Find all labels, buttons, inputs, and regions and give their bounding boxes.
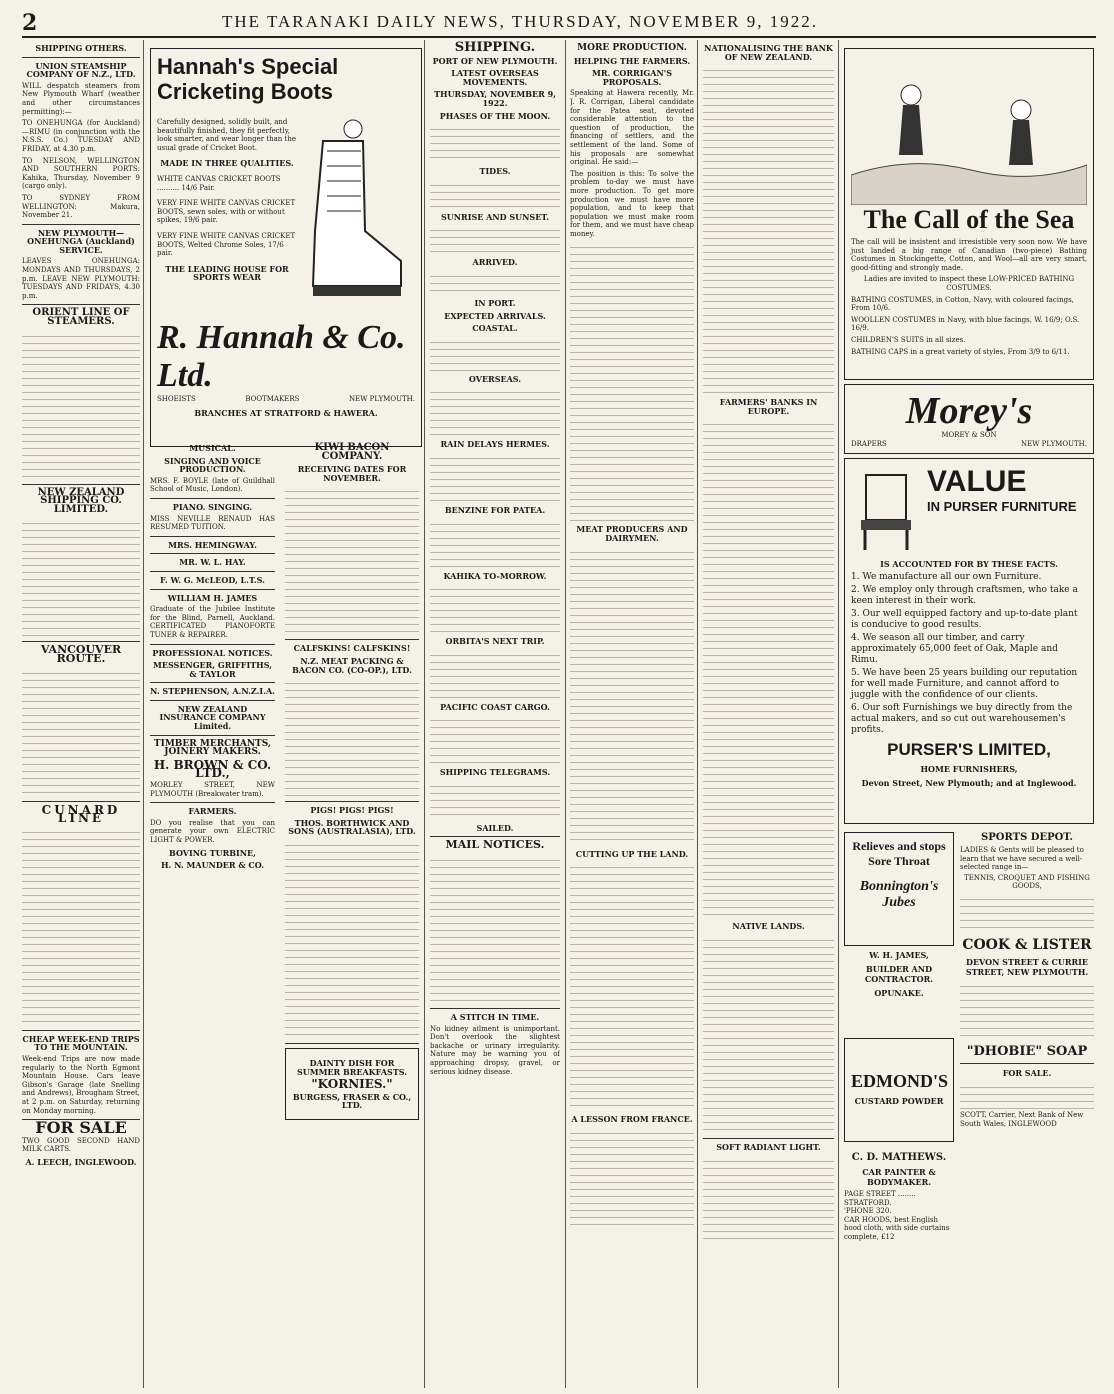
text-block	[570, 861, 694, 1111]
ad-title: VALUE	[927, 465, 1027, 498]
ad-text: DO you realise that you can generate your own ELECTRIC LIGHT & POWER.	[150, 818, 275, 844]
more-production-column	[570, 40, 694, 1390]
text-block	[430, 649, 560, 699]
ad-title: Bonnington's Jubes	[859, 879, 939, 910]
subheading: PACIFIC COAST CARGO.	[440, 701, 550, 712]
ad-heading: N.Z. MEAT PACKING & BACON CO. (CO-OP.), LTD.	[292, 655, 412, 675]
text-block	[703, 418, 834, 918]
section-heading: MAIL NOTICES.	[445, 838, 545, 852]
subheading: PHASES OF THE MOON.	[439, 110, 551, 121]
ad-subheading: MADE IN THREE QUALITIES.	[160, 158, 294, 169]
schedule-table	[22, 517, 140, 637]
text-block	[703, 64, 834, 394]
text-block	[430, 123, 560, 163]
text-block	[430, 386, 560, 436]
article-subheading: MEAT PRODUCERS AND DAIRYMEN.	[576, 524, 688, 544]
brand-sub: MOREY & SON	[941, 431, 997, 439]
ad-text: CAR HOODS, best English hood cloth, with side curtains complete, £12	[844, 1215, 950, 1241]
subheading: SAILED.	[476, 822, 514, 833]
ad-text: VERY FINE WHITE CANVAS CRICKET BOOTS, sewn soles, with or without spikes, 19/6 pair.	[157, 199, 296, 225]
ad-heading: FARMERS.	[188, 806, 237, 817]
hannah-ad	[150, 48, 422, 447]
ad-subheading: THE LEADING HOUSE FOR SPORTS WEAR	[165, 263, 289, 283]
schedule-table	[285, 485, 419, 635]
ad-heading: SPORTS DEPOT.	[981, 832, 1073, 843]
ad-heading: VANCOUVER ROUTE.	[40, 643, 122, 665]
subheading: SUNRISE AND SUNSET.	[440, 211, 549, 222]
article-subheading: CUTTING UP THE LAND.	[575, 848, 689, 859]
text-block	[960, 893, 1094, 933]
subheading: COASTAL.	[472, 323, 518, 334]
text-block	[703, 934, 834, 1134]
schedule-table	[285, 839, 419, 1039]
article-subheading: SOFT RADIANT LIGHT.	[716, 1141, 821, 1152]
ad-heading: KIWI BACON COMPANY.	[314, 442, 390, 462]
fact-item: 4. We season all our timber, and carry approximately 65,000 feet of Oak, Maple and Rimu.	[851, 633, 1058, 665]
article-subheading: A LESSON FROM FRANCE.	[571, 1114, 693, 1125]
article-subheading: MR. CORRIGAN'S PROPOSALS.	[591, 68, 673, 87]
ad-text: NEW PLYMOUTH.	[1021, 439, 1087, 448]
ad-text: BATHING CAPS in a great variety of styles, From 3/9 to 6/11.	[851, 347, 1070, 356]
furniture-illustration	[851, 465, 921, 555]
jubes-ad	[844, 832, 954, 946]
ad-text: CHILDREN'S SUITS in all sizes.	[851, 335, 966, 344]
article-text: The position is this: To solve the problem to-day we must have more production. To get more production we must have more population, and to keep that population we must make room for them, and we must have cheap money.	[570, 169, 694, 238]
fact-item: 5. We have been 25 years building our reputation for well made Furniture, and cannot afford to juggle with the confidence of our clients.	[851, 668, 1078, 700]
ad-text: 'PHONE 320.	[844, 1207, 892, 1216]
ad-heading: MESSENGER, GRIFFITHS, & TAYLOR	[152, 660, 272, 679]
ads-column	[844, 44, 1094, 1388]
subheading: THURSDAY, NOVEMBER 9, 1922.	[434, 89, 556, 108]
ad-title: Relieves and stops Sore Throat	[852, 839, 946, 868]
subheading: ARRIVED.	[472, 257, 518, 268]
ad-text: WHITE CANVAS CRICKET BOOTS .......... 14/6 Pair.	[157, 174, 281, 192]
kornies-ad	[285, 1048, 419, 1120]
section-heading: PROFESSIONAL NOTICES.	[152, 647, 273, 658]
ad-text: VERY FINE WHITE CANVAS CRICKET BOOTS, Welted Chrome Soles, 17/6 pair.	[157, 231, 296, 258]
ad-text: HOME FURNISHERS,	[920, 764, 1018, 774]
ad-text: WILL despatch steamers from New Plymouth Wharf (weather and other circumstances permitting):—	[22, 81, 140, 116]
ad-subheading: RECEIVING DATES FOR NOVEMBER.	[297, 464, 407, 483]
subheading: OVERSEAS.	[468, 373, 522, 384]
shipping-column	[430, 40, 560, 1390]
column-rule	[565, 40, 566, 1388]
text-block	[570, 1127, 694, 1227]
ad-title: EDMOND'S	[851, 1071, 949, 1091]
fact-item: 2. We employ only through craftsmen, who take a keen interest in their work.	[851, 585, 1078, 606]
text-block	[430, 714, 560, 764]
text-block	[570, 241, 694, 521]
boot-illustration	[303, 111, 415, 315]
shipping-others-column	[22, 40, 140, 1390]
ad-heading: BUILDER AND CONTRACTOR.	[864, 964, 934, 984]
ad-text: TENNIS, CROQUET AND FISHING GOODS,	[964, 873, 1090, 891]
ad-title: The Call of the Sea	[863, 205, 1075, 234]
ad-heading: F. W. G. McLEOD, L.T.S.	[160, 574, 265, 585]
ad-heading: CAR PAINTER & BODYMAKER.	[862, 1167, 936, 1187]
subheading: ORBITA'S NEXT TRIP.	[445, 636, 545, 647]
bathers-illustration	[851, 55, 1087, 205]
ad-heading: FOR SALE.	[1002, 1067, 1052, 1078]
article-subheading: NATIVE LANDS.	[732, 921, 805, 932]
left-small-ads	[844, 828, 954, 1242]
ad-heading: FOR SALE	[35, 1118, 127, 1138]
ad-text: Ladies are invited to inspect these LOW-PRICED BATHING COSTUMES.	[863, 275, 1075, 292]
ad-text: TO NELSON, WELLINGTON AND SOUTHERN PORTS: Kahika, Thursday, November 9 (cargo only).	[22, 156, 140, 191]
schedule-table	[22, 330, 140, 480]
column-rule	[838, 40, 839, 1388]
ad-text: LADIES & Gents will be pleased to learn that we have secured a well-selected range in—	[960, 846, 1084, 872]
subheading: SHIPPING TELEGRAMS.	[439, 767, 551, 778]
subheading: EXPECTED ARRIVALS.	[444, 310, 546, 321]
ad-heading: H. BROWN & CO. LTD.,	[153, 757, 272, 781]
text-block	[570, 546, 694, 846]
ad-text: DRAPERS	[851, 439, 887, 448]
bacon-column	[285, 440, 419, 1390]
text-block	[430, 452, 560, 502]
text-block	[430, 336, 560, 371]
ad-heading: PIANO. SINGING.	[172, 501, 253, 512]
ad-text: PAGE STREET ........ STRATFORD.	[844, 1190, 916, 1207]
subheading: RAIN DELAYS HERMES.	[440, 439, 550, 450]
ad-heading: CHEAP WEEK-END TRIPS TO THE MOUNTAIN.	[22, 1033, 140, 1053]
ad-heading: ORIENT LINE OF STEAMERS.	[32, 307, 130, 328]
ad-heading: W. H. JAMES,	[869, 950, 929, 960]
ad-title: PURSER'S LIMITED,	[887, 740, 1051, 759]
ad-heading: TIMBER MERCHANTS, JOINERY MAKERS.	[153, 738, 272, 758]
page-number: 2	[22, 10, 38, 36]
right-small-ads	[960, 828, 1094, 1242]
brand-name: Morey's	[905, 390, 1033, 432]
subheading: LATEST OVERSEAS MOVEMENTS.	[451, 68, 539, 87]
call-of-the-sea-ad	[844, 48, 1094, 380]
ad-title: Cricketing Boots	[157, 79, 334, 104]
ad-heading: CUNARD LINE	[41, 802, 121, 826]
ad-text: MISS NEVILLE RENAUD HAS RESUMED TUITION.	[150, 514, 275, 532]
section-heading: SHIPPING OTHERS.	[35, 43, 127, 53]
ad-text: DEVON STREET & CURRIE STREET, NEW PLYMOUTH.	[965, 956, 1089, 977]
ad-title: Hannah's Special	[157, 54, 339, 79]
text-block	[430, 518, 560, 568]
ad-text: TWO GOOD SECOND HAND MILK CARTS.	[22, 1136, 140, 1154]
subheading: BENZINE FOR PATEA.	[444, 504, 546, 515]
schedule-table	[285, 677, 419, 797]
newspaper-title: THE TARANAKI DAILY NEWS, THURSDAY, NOVEMBER 9, 1922.	[222, 12, 818, 31]
ad-heading: NEW PLYMOUTH—ONEHUNGA (Auckland) SERVICE.	[27, 227, 135, 255]
ad-heading: NEW ZEALAND INSURANCE COMPANY Limited.	[159, 703, 266, 732]
text-block	[430, 270, 560, 295]
ad-heading: DAINTY DISH FOR SUMMER BREAKFASTS.	[296, 1057, 408, 1077]
ad-signature: H. N. MAUNDER & CO.	[161, 860, 264, 871]
ad-text: SHOEISTS	[157, 395, 196, 403]
ad-heading: C. D. MATHEWS.	[851, 1152, 947, 1163]
text-block	[960, 980, 1094, 1040]
text-block	[430, 583, 560, 633]
ad-heading: NEW ZEALAND SHIPPING CO. LIMITED.	[37, 486, 125, 515]
nationalising-column	[703, 40, 834, 1390]
ad-text: BATHING COSTUMES, in Cotton, Navy, with coloured facings, From 10/6.	[851, 295, 1074, 313]
ad-text: BOOTMAKERS	[245, 395, 300, 403]
article-heading: MORE PRODUCTION.	[577, 43, 687, 53]
ad-text: WOOLLEN COSTUMES in Navy, with blue facings, W. 16/9; O.S. 16/9.	[851, 315, 1080, 333]
column-rule	[143, 40, 144, 1388]
column-rule	[697, 40, 698, 1388]
fact-item: 6. Our soft Furnishings we buy directly from the actual makers, and so cut out warehousemen's profits.	[851, 703, 1073, 735]
ad-heading: THOS. BORTHWICK AND SONS (AUSTRALASIA), LTD.	[288, 817, 416, 837]
ad-heading: SINGING AND VOICE PRODUCTION.	[164, 455, 261, 475]
text-block	[430, 780, 560, 820]
ad-text: LEAVES ONEHUNGA: MONDAYS AND THURSDAYS, 2 p.m. LEAVE NEW PLYMOUTH: TUESDAYS AND FRIDAYS, 4.30 p.m.	[22, 257, 140, 300]
subheading: KAHIKA TO-MORROW.	[443, 570, 547, 581]
ad-signature: SCOTT, Carrier, Next Bank of New South Wales, INGLEWOOD	[960, 1110, 1084, 1128]
ad-subheading: IS ACCOUNTED FOR BY THESE FACTS.	[880, 559, 1058, 569]
text-block	[960, 1081, 1094, 1111]
ad-heading: WILLIAM H. JAMES	[167, 592, 258, 603]
article-subheading: HELPING THE FARMERS.	[573, 55, 691, 66]
section-heading: MUSICAL.	[189, 443, 236, 453]
ad-text: MORLEY STREET, NEW PLYMOUTH (Breakwater tram).	[150, 781, 275, 798]
ad-heading: COOK & LISTER	[962, 936, 1092, 953]
fact-item: 1. We manufacture all our own Furniture.	[851, 572, 1042, 582]
ad-heading: OPUNAKE.	[874, 988, 924, 998]
ad-heading: "KORNIES."	[311, 1077, 393, 1092]
professional-notices-column	[150, 440, 275, 1390]
ad-signature: A. LEECH, INGLEWOOD.	[25, 1156, 137, 1167]
ad-text: Devon Street, New Plymouth; and at Inglewood.	[861, 778, 1077, 788]
ad-heading: UNION STEAMSHIP COMPANY OF N.Z., LTD.	[26, 60, 136, 80]
schedule-table	[22, 826, 140, 1026]
text-block	[430, 854, 560, 1004]
subheading: PORT OF NEW PLYMOUTH.	[432, 55, 558, 66]
article-subheading: NATIONALISING THE BANK OF NEW ZEALAND.	[704, 43, 833, 62]
text-block	[430, 179, 560, 209]
ad-text: Graduate of the Jubilee Institute for the Blind, Parnell, Auckland. CERTIFICATED PIANOFORTE TUNER & REPAIRER.	[150, 605, 275, 639]
ad-text: TO ONEHUNGA (for Auckland)—RIMU (in conjunction with the N.S.S. Co.) TUESDAY AND FRIDAY, at 4.30 p.m.	[22, 119, 140, 153]
hannah-logo: R. Hannah & Co. Ltd.	[157, 319, 406, 394]
article-text: No kidney ailment is unimportant. Don't overlook the slightest backache or urinary irregularity. Nature may be warning you of approaching dropsy, gravel, or serious kidney disease.	[430, 1024, 560, 1076]
masthead	[22, 8, 1096, 38]
ad-text: Week-end Trips are now made regularly to the North Egmont Mountain House. Cars leave Gibson's Garage (late Snelling and Andrews), Brougham Street, at 2 p.m. on Saturday, returning on Monday morning.	[22, 1054, 140, 1115]
article-text: Speaking at Hawera recently, Mr. J. R. Corrigan, Liberal candidate for the Patea seat, devoted considerable attention to the question of production, the financing of settlers, and the settlement of the land. Some of his proposals are somewhat original. He said:—	[570, 89, 694, 167]
subheading: IN PORT.	[474, 297, 516, 308]
ad-text: TO SYDNEY FROM WELLINGTON: Makura, November 21.	[22, 193, 140, 220]
ad-text: MRS. F. BOYLE (late of Guildhall School of Music, London).	[150, 476, 275, 494]
ad-heading: MRS. HEMINGWAY.	[168, 539, 257, 550]
ad-text: Carefully designed, solidly built, and beautifully finished, they fit perfectly, look smarter, and wear longer than the usual grade of Cricket Boot.	[157, 118, 296, 152]
text-block	[703, 1155, 834, 1245]
ad-text: NEW PLYMOUTH.	[349, 395, 415, 403]
ad-heading: BOVING TURBINE,	[169, 847, 256, 858]
fact-item: 3. Our well equipped factory and up-to-date plant is conducive to good results.	[851, 609, 1078, 630]
text-block	[430, 224, 560, 254]
subheading: TIDES.	[479, 166, 511, 177]
ad-heading: MR. W. L. HAY.	[179, 557, 246, 568]
ad-text: CUSTARD POWDER	[854, 1096, 944, 1106]
subheading: A STITCH IN TIME.	[450, 1012, 540, 1023]
purser-furniture-ad	[844, 458, 1094, 824]
article-subheading: FARMERS' BANKS IN EUROPE.	[719, 397, 818, 416]
column-rule	[424, 40, 425, 1388]
schedule-table	[22, 667, 140, 797]
ad-heading: CALFSKINS! CALFSKINS!	[293, 643, 411, 654]
ad-text: BRANCHES AT STRATFORD & HAWERA.	[194, 407, 378, 418]
moreys-logo	[844, 384, 1094, 454]
ad-heading: N. STEPHENSON, A.N.Z.I.A.	[150, 686, 275, 697]
ad-heading: "DHOBIE" SOAP	[966, 1043, 1088, 1059]
ad-heading: PIGS! PIGS! PIGS!	[310, 805, 394, 816]
ad-text: The call will be insistent and irresistible very soon now. We have just landed a big range of Canadian (two-piece) Bathing Costumes in Stockingette, Cotton, and Wool—all are very smart, good-fitting and strongly made.	[851, 238, 1087, 272]
ad-heading: BURGESS, FRASER & CO., LTD.	[292, 1091, 412, 1111]
edmonds-ad	[844, 1038, 954, 1142]
section-heading: SHIPPING.	[454, 40, 536, 55]
ad-title: IN PURSER FURNITURE	[927, 499, 1077, 514]
